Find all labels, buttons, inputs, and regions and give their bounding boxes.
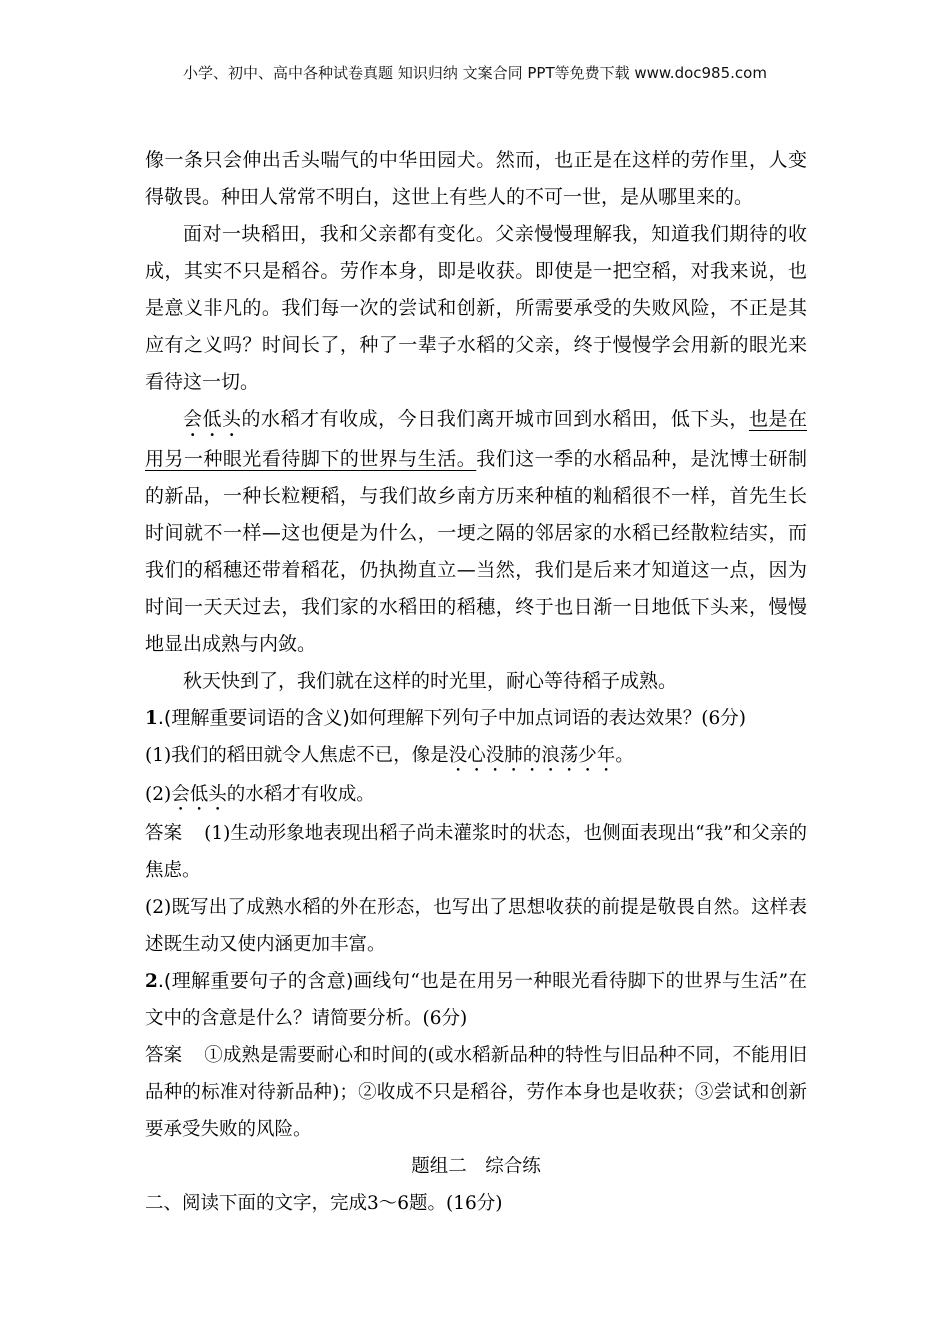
answer-label: 答案 xyxy=(145,823,183,844)
sentence-text: 的水稻才有收成。 xyxy=(226,784,375,805)
question-1-answer-1 xyxy=(145,815,807,889)
answer-text: ①成熟是需要耐心和时间的(或水稻新品种的特性与旧品种不同，不能用旧品种的标准对待新品种)；②收成不只是稻谷，劳作本身也是收获；③尝试和创新要承受失败的风险。 xyxy=(145,1045,807,1140)
dotted-phrase: 会低头 xyxy=(183,408,242,430)
question-type-label: .(理解重要词语的含义) xyxy=(157,707,350,729)
passage-paragraph-4: 秋天快到了，我们就在这样的时光里，耐心等待稻子成熟。 xyxy=(183,670,678,692)
answer-label: 答案 xyxy=(145,1045,183,1066)
document-body xyxy=(145,142,807,1222)
question-1-sentence-1 xyxy=(145,737,807,776)
question-1 xyxy=(145,700,807,737)
question-number: 1 xyxy=(145,708,158,729)
passage-paragraph-2: 面对一块稻田，我和父亲都有变化。父亲慢慢理解我，知道我们期待的收成，其实不只是稻谷。劳作本身，即是收获。即使是一把空稻，对我来说，也是意义非凡的。我们每一次的尝试和创新，所需要承受的失败风险，不正是其应有之义吗？时间长了，种了一辈子水稻的父亲，终于慢慢学会用新的眼光来看待这一切。 xyxy=(145,223,807,393)
question-2 xyxy=(145,963,807,1037)
dotted-phrase: 没心没肺的浪荡少年 xyxy=(448,745,616,766)
sentence-text: (2) xyxy=(145,784,172,805)
section-instruction: 二、阅读下面的文字，完成3～6题。(16分) xyxy=(145,1193,503,1214)
question-1-sentence-2 xyxy=(145,776,807,815)
question-2-answer xyxy=(145,1037,807,1148)
question-text: 如何理解下列句子中加点词语的表达效果？(6分) xyxy=(349,708,746,729)
sentence-text: 。 xyxy=(615,745,634,766)
question-text: 画线句“也是在用另一种眼光看待脚下的世界与生活”在文中的含意是什么？请简要分析。(6分) xyxy=(145,971,807,1029)
question-type-label: .(理解重要句子的含意) xyxy=(157,970,354,992)
question-number: 2 xyxy=(145,971,158,992)
sentence-text: (1)我们的稻田就令人焦虑不已，像是 xyxy=(145,745,449,766)
page-header: 小学、初中、高中各种试卷真题 知识归纳 文案合同 PPT等免费下载 www.doc985.com xyxy=(183,64,767,82)
passage-text: 我们这一季的水稻品种，是沈博士研制的新品，一种长粒粳稻，与我们故乡南方历来种植的籼稻很不一样，首先生长时间就不一样—这也便是为什么，一埂之隔的邻居家的水稻已经散粒结实，而我们的稻穗还带着稻花，仍执拗直立—当然，我们是后来才知道这一点，因为时间一天天过去，我们家的水稻田的稻穗，终于也日渐一日地低下头来，慢慢地显出成熟与内敛。 xyxy=(145,448,807,655)
underlined-sentence: 也是在用另一种眼光看待脚下的世界与生活。 xyxy=(145,408,807,470)
passage-paragraph-3 xyxy=(145,401,807,663)
section-title: 题组二 综合练 xyxy=(411,1156,541,1177)
answer-text: (1)生动形象地表现出稻子尚未灌浆时的状态，也侧面表现出“我”和父亲的焦虑。 xyxy=(145,823,807,881)
question-1-answer-2: (2)既写出了成熟水稻的外在形态，也写出了思想收获的前提是敬畏自然。这样表述既生动又使内涵更加丰富。 xyxy=(145,897,807,955)
dotted-phrase: 会低头 xyxy=(171,784,227,805)
passage-text: 的水稻才有收成，今日我们离开城市回到水稻田，低下头， xyxy=(241,408,749,430)
passage-paragraph-1: 像一条只会伸出舌头喘气的中华田园犬。然而，也正是在这样的劳作里，人变得敬畏。种田人常常不明白，这世上有些人的不可一世，是从哪里来的。 xyxy=(145,149,807,208)
